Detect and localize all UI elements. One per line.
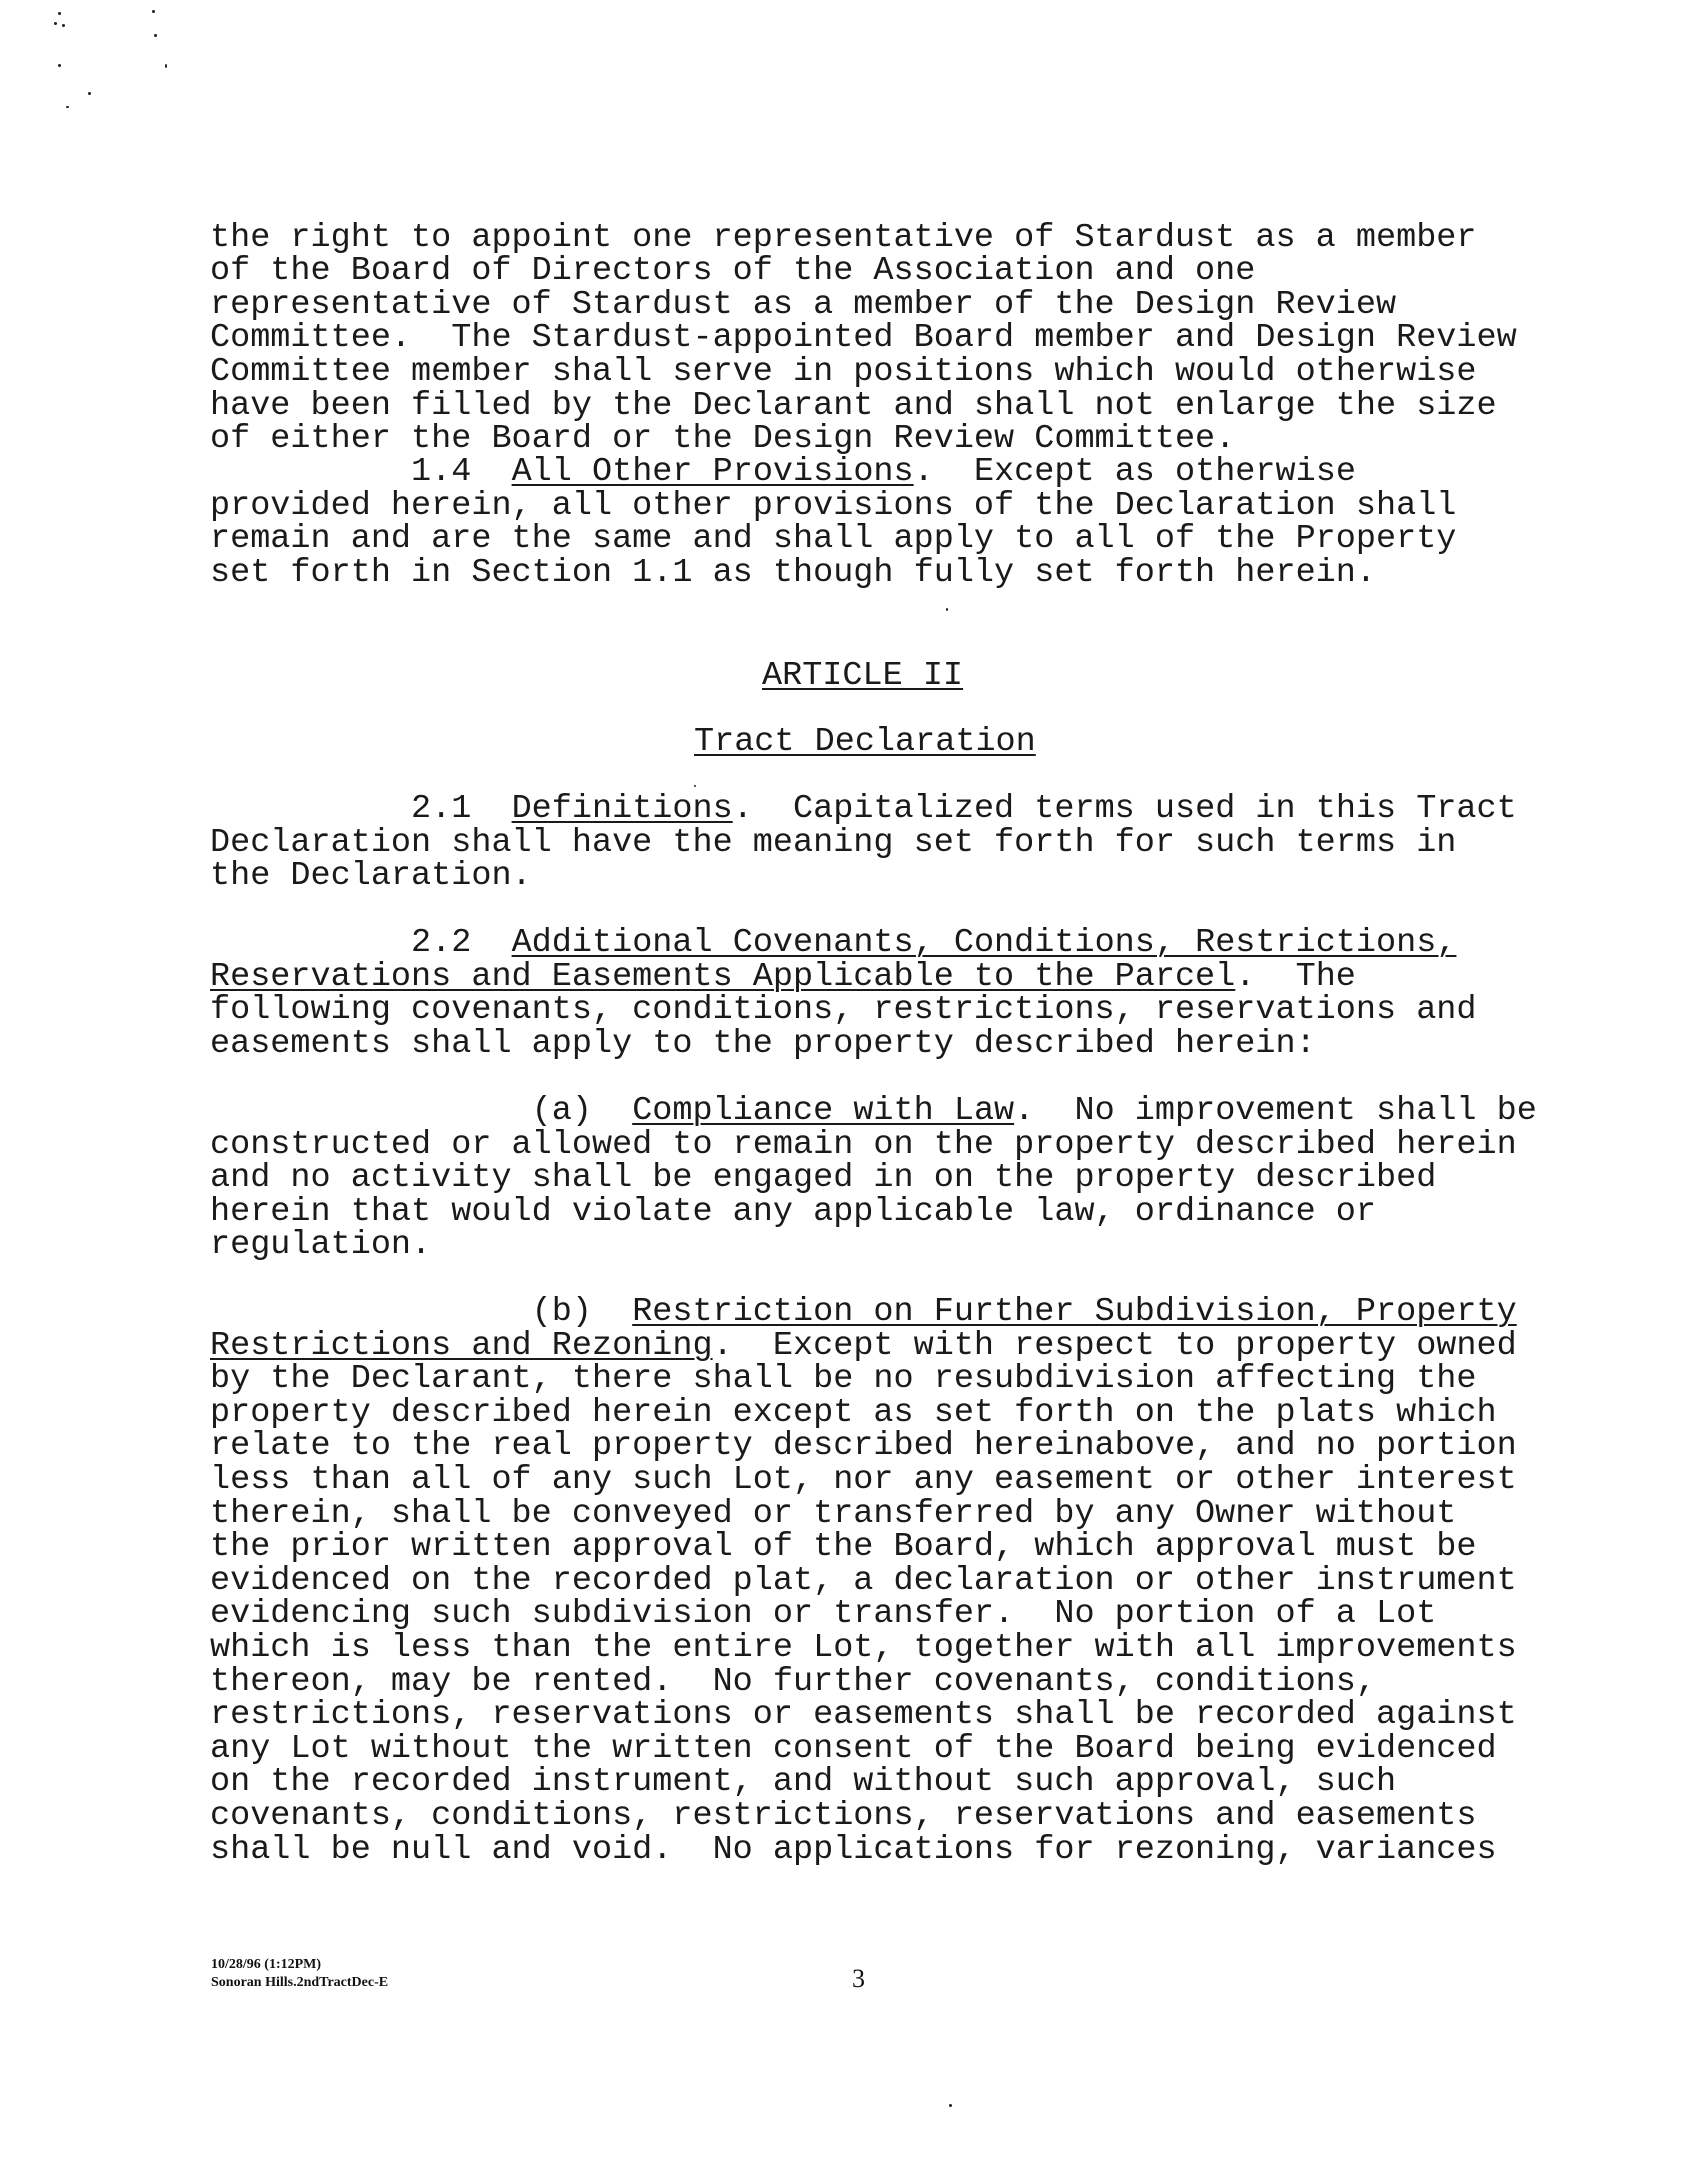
subsection-title: Compliance with Law — [632, 1092, 1015, 1130]
text-line: remain and are the same and shall apply to all of the Property — [210, 520, 1457, 559]
text-line: therein, shall be conveyed or transferred by any Owner without — [210, 1494, 1457, 1533]
text-line: . Capitalized terms used in this Tract — [732, 790, 1517, 828]
text-line: Declaration shall have the meaning set forth for such terms in — [210, 823, 1457, 862]
section-title: Additional Covenants, Conditions, Restrictions, — [511, 924, 1457, 962]
text-line: shall be null and void. No applications for rezoning, variances — [210, 1830, 1497, 1869]
scan-speck — [694, 785, 696, 787]
scan-speck — [165, 64, 167, 68]
text-line: relate to the real property described hereinabove, and no portion — [210, 1427, 1517, 1466]
text-line: restrictions, reservations or easements shall be recorded against — [210, 1696, 1517, 1735]
text-line: provided herein, all other provisions of the Declaration shall — [210, 486, 1457, 525]
text-line: constructed or allowed to remain on the property described herein — [210, 1125, 1517, 1164]
scan-speck — [54, 22, 57, 25]
scan-speck — [62, 24, 65, 27]
text-line: . No improvement shall be — [1014, 1092, 1537, 1130]
scan-speck — [88, 92, 91, 95]
section-number: 2.1 — [411, 790, 472, 828]
text-line: property described herein except as set forth on the plats which — [210, 1393, 1497, 1432]
page-number: 3 — [852, 1964, 865, 1993]
text-line: . Except with respect to property owned — [712, 1326, 1517, 1365]
text-line: covenants, conditions, restrictions, reservations and easements — [210, 1796, 1477, 1835]
text-line: . Except as otherwise — [913, 453, 1356, 491]
text-line: the Declaration. — [210, 857, 532, 896]
text-line: and no activity shall be engaged in on the property described — [210, 1159, 1437, 1198]
text-line: easements shall apply to the property described herein: — [210, 1024, 1316, 1063]
text-line: evidenced on the recorded plat, a declaration or other instrument — [210, 1561, 1517, 1600]
subsection-title: Restriction on Further Subdivision, Property — [632, 1293, 1517, 1331]
scan-speck — [152, 10, 155, 13]
text-line: representative of Stardust as a member of the Design Review — [210, 285, 1397, 324]
text-line: following covenants, conditions, restrictions, reservations and — [210, 991, 1477, 1030]
section-title: Definitions — [511, 790, 733, 828]
text-line: the prior written approval of the Board, which approval must be — [210, 1528, 1477, 1567]
subsection-label: (b) — [531, 1293, 592, 1331]
footer-filename: Sonoran Hills.2ndTractDec-E — [211, 1975, 389, 1990]
footer-timestamp: 10/28/96 (1:12PM) — [211, 1957, 322, 1972]
section-title: Reservations and Easements Applicable to the Parcel — [210, 957, 1236, 996]
text-line: . The — [1235, 957, 1356, 996]
article-subheading: Tract Declaration — [694, 723, 1036, 761]
scan-speck — [58, 12, 61, 15]
section-2-1 — [210, 790, 1530, 927]
text-line: by the Declarant, there shall be no resubdivision affecting the — [210, 1360, 1477, 1399]
subsection-b — [210, 1293, 1530, 1901]
text-line: on the recorded instrument, and without such approval, such — [210, 1763, 1397, 1802]
scan-speck — [949, 2104, 952, 2107]
section-number: 1.4 — [411, 453, 472, 491]
text-line: which is less than the entire Lot, together with all improvements — [210, 1628, 1517, 1667]
section-2-2 — [210, 924, 1530, 1095]
subsection-label: (a) — [531, 1092, 592, 1130]
subsection-title: Restrictions and Rezoning — [210, 1326, 713, 1365]
scan-speck — [154, 34, 157, 37]
text-line: Committee. The Stardust-appointed Board member and Design Review — [210, 319, 1517, 358]
scan-speck — [58, 64, 61, 67]
text-line: less than all of any such Lot, nor any easement or other interest — [210, 1460, 1517, 1499]
text-line: Committee member shall serve in positions which would otherwise — [210, 352, 1477, 391]
section-title: All Other Provisions — [511, 453, 914, 491]
text-line: the right to appoint one representative of Stardust as a member — [210, 218, 1477, 257]
scan-speck — [66, 106, 69, 108]
text-line: thereon, may be rented. No further covenants, conditions, — [210, 1662, 1376, 1701]
text-line: set forth in Section 1.1 as though fully set forth herein. — [210, 553, 1376, 592]
text-line: herein that would violate any applicable law, ordinance or — [210, 1192, 1376, 1231]
subsection-a — [210, 1092, 1537, 1297]
section-1-4 — [210, 453, 1530, 624]
paragraph-continued — [210, 188, 1530, 490]
text-line: evidencing such subdivision or transfer. No portion of a Lot — [210, 1595, 1437, 1634]
text-line: have been filled by the Declarant and shall not enlarge the size — [210, 386, 1497, 425]
section-number: 2.2 — [411, 924, 472, 962]
footer-metadata — [211, 1956, 388, 1992]
article-heading: ARTICLE II — [762, 657, 964, 695]
text-line: of either the Board or the Design Review Committee. — [210, 420, 1236, 459]
text-line: of the Board of Directors of the Association and one — [210, 252, 1256, 291]
text-line: any Lot without the written consent of the Board being evidenced — [210, 1729, 1497, 1768]
text-line: regulation. — [210, 1226, 432, 1265]
